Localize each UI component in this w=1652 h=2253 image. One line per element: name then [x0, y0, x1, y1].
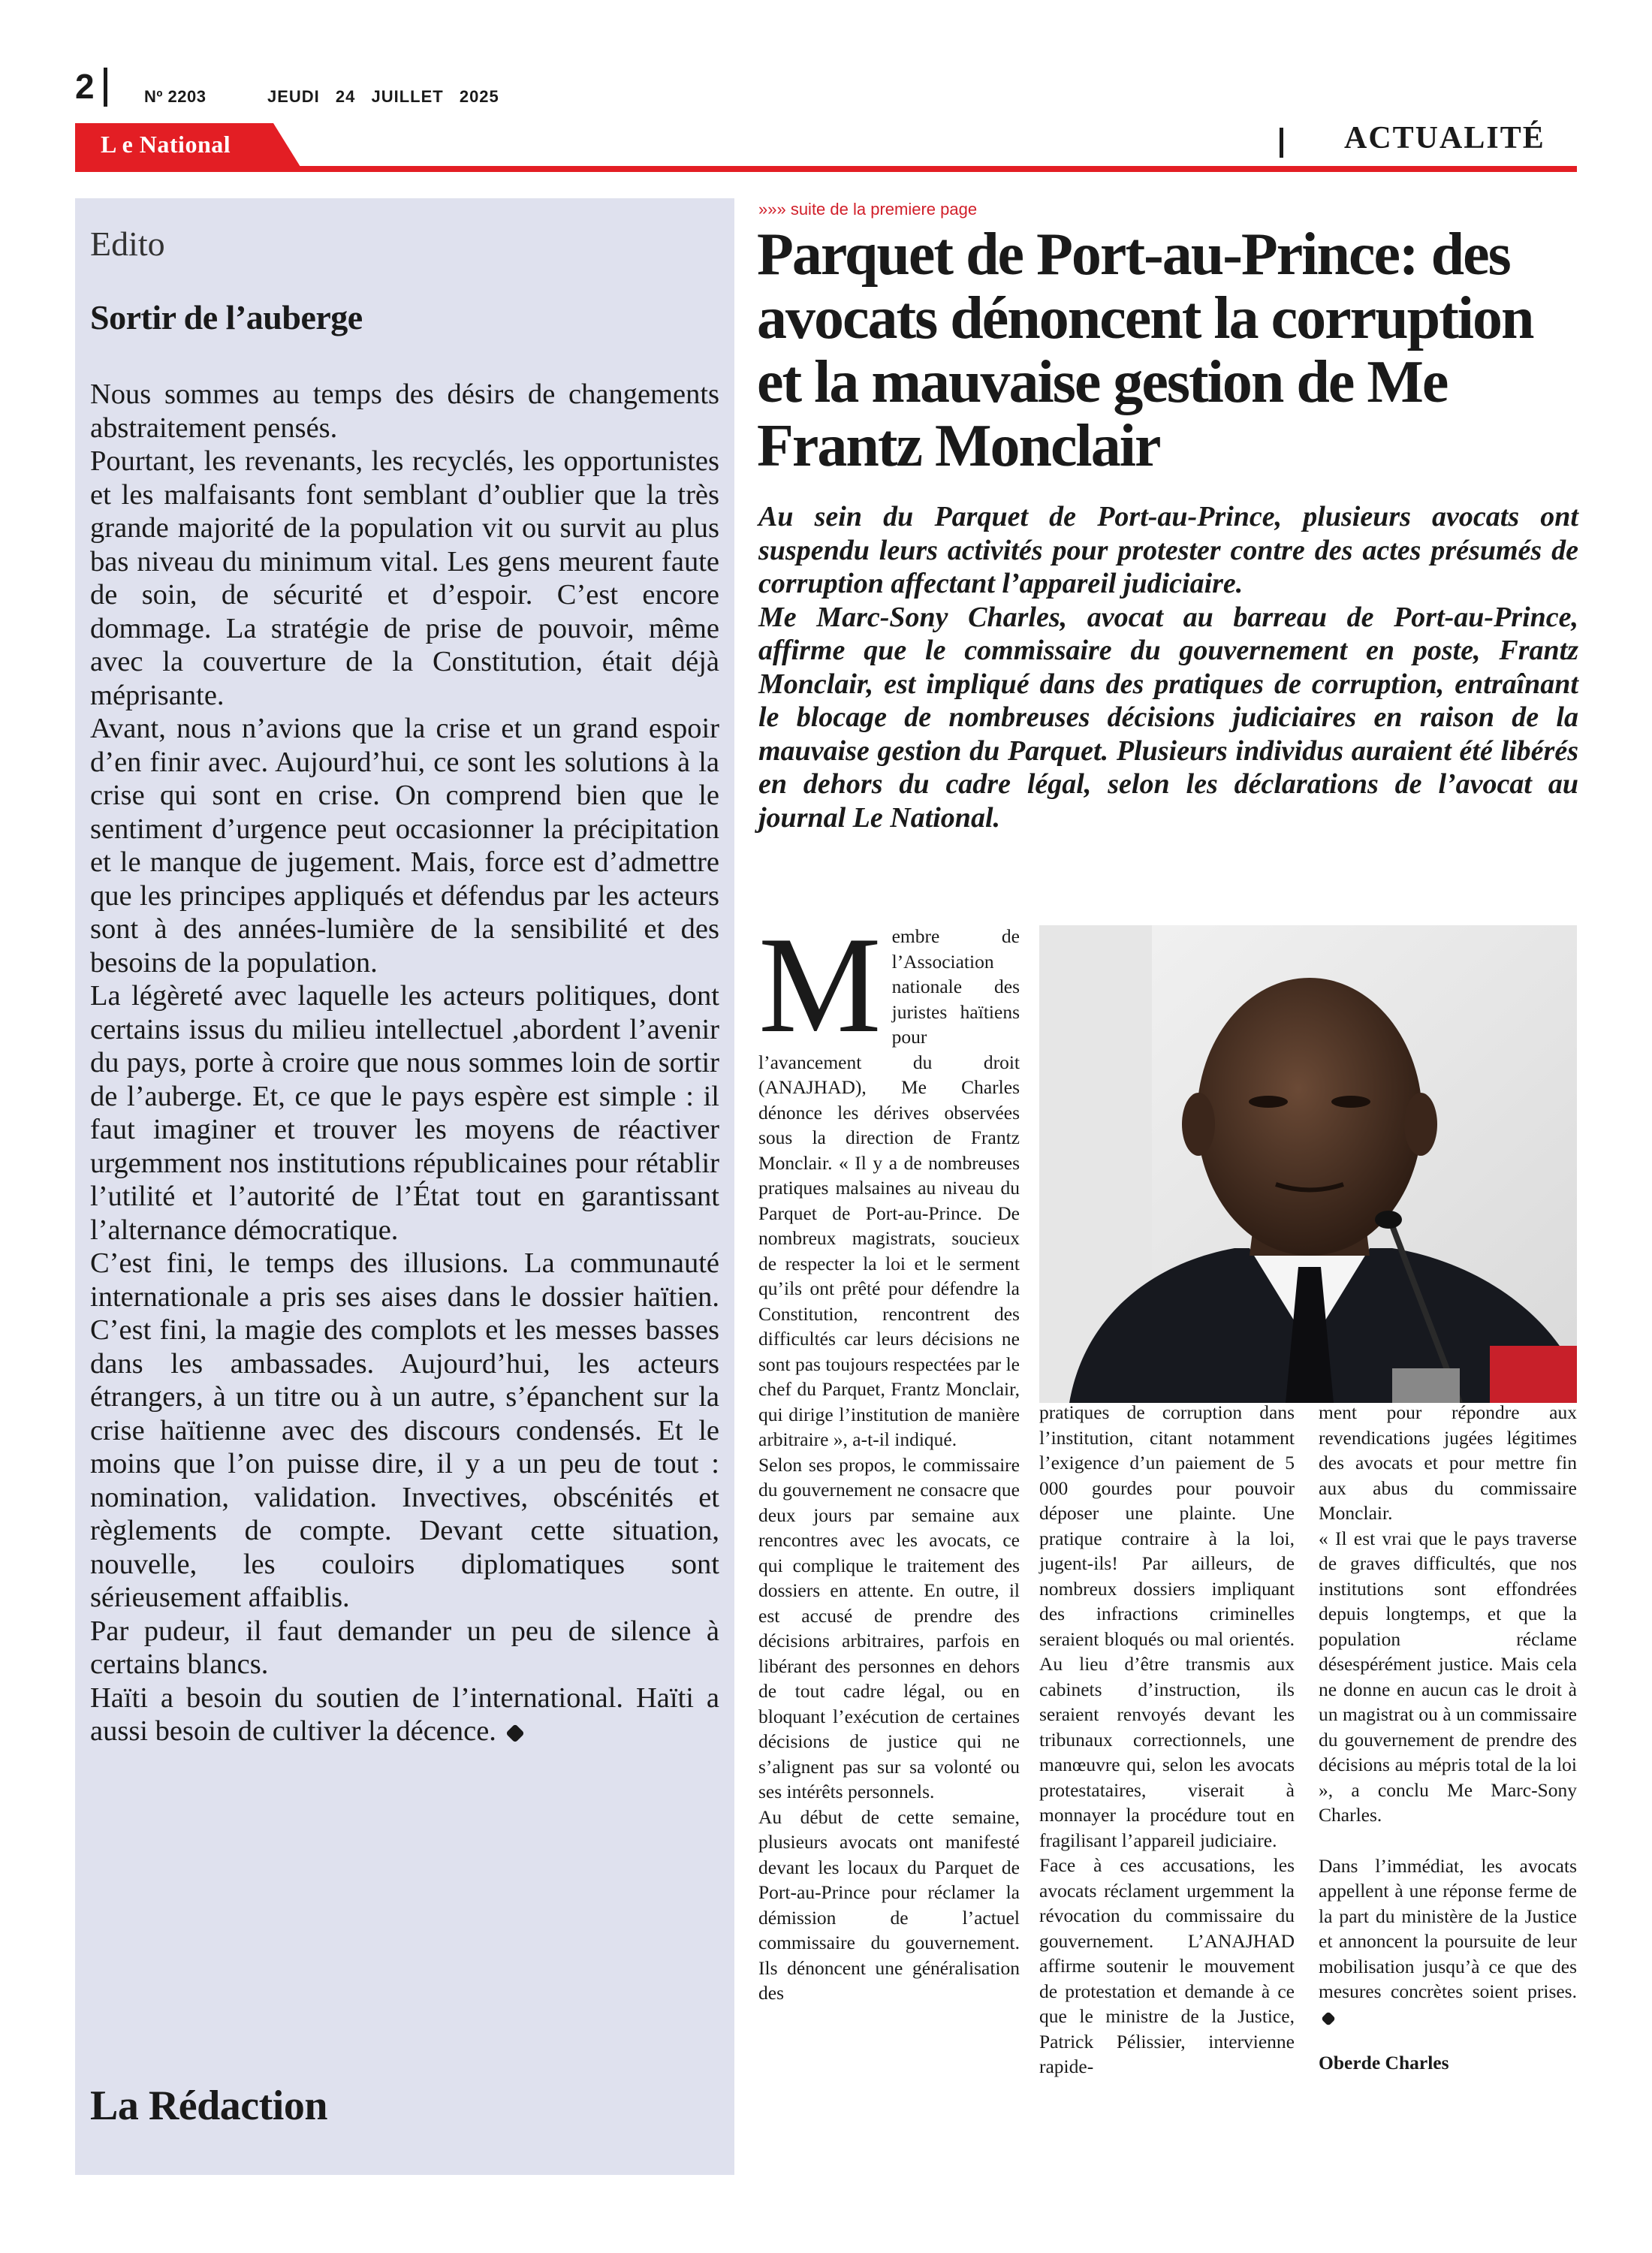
edito-body — [90, 378, 719, 1748]
article-column-1 — [758, 908, 1020, 2006]
section-divider — [1280, 128, 1283, 158]
edito-paragraph: Pourtant, les revenants, les recyclés, les opportunistes et les malfaisants font semblant d’oublier que la très grande majorité de la population vit ou survit au plus bas niveau du minimum vital. Les gens meurent faute de soin, de sécurité et d’espoir. C’est encore dommage. La stratégie de prise de pouvoir, même avec la couverture de la Constitution, était déjà méprisante. — [90, 445, 719, 711]
section-label: ACTUALITÉ — [1344, 121, 1545, 155]
header-rule — [75, 166, 1577, 172]
end-of-article-icon — [505, 1724, 524, 1742]
edito-kicker: Edito — [90, 225, 165, 263]
article-column-2 — [1039, 1400, 1295, 2080]
lead-paragraph: Me Marc-Sony Charles, avocat au barreau de Port-au-Prince, affirme que le commissaire du gouvernement en poste, Frantz Monclair, est impliqué dans des pratiques de corruption, entraînant le blocage de nombreuses décisions judiciaires en raison de la mauvaise gestion du Parquet. Plusieurs individus auraient été libérés en dehors du cadre légal, selon les déclarations de l’avocat au journal Le National. — [758, 601, 1578, 834]
speaker-photo-illustration — [1039, 925, 1577, 1403]
issue-number: Nº 2203 — [144, 87, 206, 106]
article-paragraph: « Il est vrai que le pays traverse de graves difficultés, que nos institutions sont effondrées depuis longtemps, et que la population réclame désespérément justice. Mais cela ne donne en aucun cas le droit à un magistrat ou à un commissaire du gouvernement de prendre des décisions au mépris total de la loi », a conclu Me Marc-Sony Charles. — [1319, 1527, 1577, 1826]
page-number: 2 — [75, 67, 95, 106]
edito-paragraph: Par pudeur, il faut demander un peu de silence à certains blancs. — [90, 1615, 719, 1680]
edito-paragraph: La légèreté avec laquelle les acteurs politiques, dont certains issus du milieu intellectuel ,abordent l’avenir du pays, porte à croire que nous sommes loin de sortir de l’auberge. Et, ce que le pays espère est simple : il faut imaginer et trouver les moyens de réactiver urgemment nos institutions républicaines pour rétablir l’utilité et l’autorité de l’État tout en garantissant l’alternance démocratique. — [90, 980, 719, 1246]
article-headline: Parquet de Port-au-Prince: des avocats dénoncent la corruption et la mauvaise gestion de Me Frantz Monclair — [757, 222, 1533, 479]
article-lead — [758, 500, 1578, 834]
last-paragraph-text: Dans l’immédiat, les avocats appellent à une réponse ferme de la part du ministère de la Justice et annoncent la poursuite de leur mobilisation jusqu’à ce que des mesures concrètes soient prises. — [1319, 1854, 1577, 2002]
first-paragraph-text: embre de l’Association nationale des juristes haïtiens pour l’avancement du droit (ANAJHAD), Me Charles dénonce les dérives observées sous la direction de Frantz Monclair. « Il y a de nombreuses pratiques malsaines au niveau du Parquet de Port-au-Prince. De nombreux magistrats, soucieux de respecter la loi et le serment qu’ils ont prêté pour défendre la Constitution, rencontrent des difficultés car leurs décisions ne sont pas toujours respectées par le chef du Parquet, Frantz Monclair, qui dirige l’institution de manière arbitraire », a-t-il indiqué. — [758, 925, 1020, 1450]
article-byline: Oberde Charles — [1319, 2052, 1449, 2074]
article-paragraph: Au début de cette semaine, plusieurs avocats ont manifesté devant les locaux du Parquet de Port-au-Prince pour réclamer la démission de l’actuel commissaire du gouvernement. Ils dénoncent une généralisation des — [758, 1805, 1020, 2004]
issue-date: JEUDI 24 JUILLET 2025 — [267, 87, 499, 106]
edito-paragraph: Avant, nous n’avions que la crise et un grand espoir d’en finir avec. Aujourd’hui, ce sont les solutions à la crise qui sont en crise. On comprend bien que le sentiment d’urgence peut occasionner la précipitation et le manque de jugement. Mais, force est d’admettre que les principes appliqués et défendus par les acteurs sont à des années-lumière de la sensibilité et des besoins de la population. — [90, 713, 719, 979]
article-paragraph: ment pour répondre aux revendications jugées légitimes des avocats et pour mettre fin aux abus du commissaire Monclair. — [1319, 1401, 1577, 1524]
speaker-photo — [1039, 925, 1577, 1403]
edito-title: Sortir de l’auberge — [90, 298, 363, 336]
edito-paragraph: C’est fini, le temps des illusions. La communauté internationale a pris ses aises dans le dossier haïtien. C’est fini, la magie des complots et les messes basses dans les ambassades. Aujourd’hui, les acteurs étrangers, à un titre ou à un autre, s’épanchent sur la crise haïtienne avec des discours condensés. Et le moins que l’on puisse dire, il y a un peu de tout : nomination, validation. Invectives, obscénités et règlements de compte. Devant cette situation, nouvelle, les couloirs diplomatiques sont sérieusement affaiblis. — [90, 1247, 719, 1613]
edito-signature: La Rédaction — [90, 2083, 327, 2129]
article-column-3 — [1319, 1400, 1577, 2076]
edito-paragraph: Nous sommes au temps des désirs de changements abstraitement pensés. — [90, 379, 719, 444]
brand-name: L e National — [101, 131, 231, 158]
edito-paragraph-last — [90, 1681, 719, 1748]
article-paragraph: pratiques de corruption dans l’institution, citant notamment l’exigence d’un paiement de 5 000 gourdes pour pouvoir déposer une plainte. Une pratique contraire à la loi, jugent-ils! Par ailleurs, de nombreux dossiers impliquant des infractions criminelles seraient bloqués ou mal orientés. Au lieu d’être transmis aux cabinets d’instruction, ils seraient renvoyés devant les tribunaux correctionnels, une manœuvre qui, selon les avocats protestataires, viserait à monnayer la procédure tout en fragilisant l’appareil judiciaire. — [1039, 1401, 1295, 1851]
end-of-article-icon — [1321, 2011, 1336, 2026]
lead-paragraph: Au sein du Parquet de Port-au-Prince, plusieurs avocats ont suspendu leurs activités pour protester contre des actes présumés de corruption affectant l’appareil judiciaire. — [758, 501, 1578, 599]
page-number-divider — [104, 68, 107, 107]
article-paragraph: Face à ces accusations, les avocats réclament urgemment la révocation du commissaire du gouvernement. L’ANAJHAD affirme soutenir le mouvement de protestation et demande à ce que le ministre de la Justice, Patrick Pélissier, intervienne rapide- — [1039, 1854, 1295, 2077]
article-kicker: »»» suite de la premiere page — [758, 200, 978, 219]
dropcap: M — [758, 908, 882, 1061]
article-paragraph-first — [758, 908, 1020, 1452]
edito-last-text: Haïti a besoin du soutien de l’international. Haïti a aussi besoin de cultiver la décence. — [90, 1681, 719, 1747]
article-paragraph: Selon ses propos, le commissaire du gouvernement ne consacre que deux jours par semaine aux rencontres avec les avocats, ce qui complique le traitement des dossiers en attente. En outre, il est accusé de prendre des décisions arbitraires, parfois en libérant des personnes en dehors de tout cadre légal, ou en bloquant l’exécution de certaines décisions de justice qui ne s’alignent pas sur sa volonté ou ses intérêts personnels. — [758, 1453, 1020, 1802]
article-paragraph-last — [1319, 1853, 1577, 2030]
